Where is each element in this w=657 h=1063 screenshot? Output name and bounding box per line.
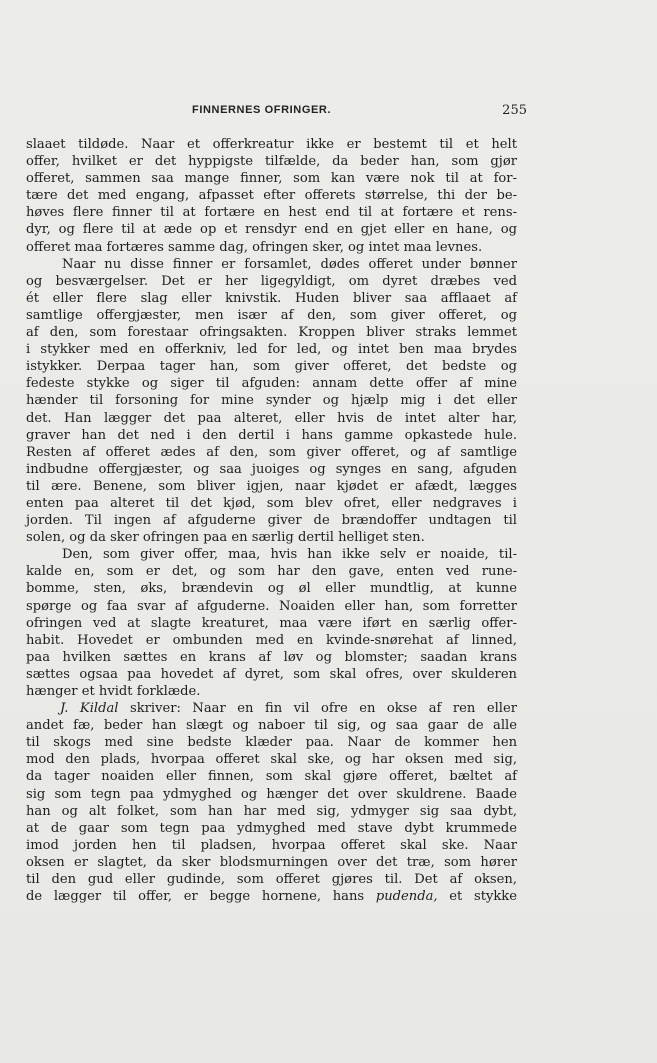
running-title: FINNERNES OFRINGER. (192, 104, 332, 116)
text-line: samtlige offergjæster, men især af den, som giver offeret, og (26, 307, 517, 323)
text-line: habit. Hovedet er ombunden med en kvinde-snørehat af linned, (26, 632, 517, 648)
text-line: hænger et hvidt forklæde. (26, 684, 201, 699)
text-line: bomme, sten, øks, brændevin og øl eller mundtlig, at kunne (26, 581, 517, 597)
text-line: tære det med engang, afpasset efter offerets størrelse, thi der be- (26, 188, 517, 204)
text-line (26, 888, 517, 905)
text-line: sig som tegn paa ydmyghed og hænger det over skuldrene. Baade (26, 786, 517, 802)
text-line-remainder: skriver: Naar en fin vil ofre en okse af ren eller (129, 701, 517, 717)
text-line: Resten af offeret ædes af den, som giver offeret, og af samtlige (26, 444, 517, 460)
text-line: oksen er slagtet, da sker blodsmurningen over det træ, som hører (26, 854, 517, 870)
page-number: 255 (502, 103, 527, 118)
text-line: han og alt folket, som han har med sig, ydmyger sig saa dybt, (26, 803, 517, 819)
text-line: imod jorden hen til pladsen, hvorpaa offeret skal ske. Naar (26, 837, 517, 853)
text-line: sættes ogsaa paa hovedet af dyret, som skal ofres, over skulderen (26, 666, 517, 682)
text-line: offeret, sammen saa mange finner, som kan være nok til at for- (26, 171, 517, 187)
text-line: af den, som forestaar ofringsakten. Kroppen bliver straks lemmet (26, 325, 517, 341)
text-line: graver han det ned i den dertil i hans gamme opkastede hule. (26, 427, 517, 443)
text-line: ét eller flere slag eller knivstik. Huden bliver saa afflaaet af (26, 290, 517, 306)
text-line: det. Han lægger det paa alteret, eller hvis de intet alter har, (26, 410, 517, 426)
text-line: andet fæ, beder han slægt og naboer til sig, og saa gaar de alle (26, 718, 517, 734)
text-line: hænder til forsoning for mine synder og hjælp mig i det eller (26, 393, 517, 409)
text-line: offer, hvilket er det hyppigste tilfælde, da beder han, som gjør (26, 154, 517, 170)
text-line: jorden. Til ingen af afguderne giver de brændoffer undtagen til (26, 513, 517, 529)
text-line: Den, som giver offer, maa, hvis han ikke selv er noaide, til- (62, 547, 517, 563)
text-line: dyr, og flere til at æde op et rensdyr end en gjet eller en hane, og (26, 222, 517, 238)
text-line: enten paa alteret til det kjød, som blev ofret, eller nedgraves i (26, 495, 517, 511)
text-line: høves flere finner til at fortære en hest end til at fortære et rens- (26, 205, 517, 221)
text-line: istykker. Derpaa tager han, som giver offeret, det bedste og (26, 359, 517, 375)
text-line: spørge og faa svar af afguderne. Noaiden eller han, som forretter (26, 598, 517, 614)
text-line: offeret maa fortæres samme dag, ofringen sker, og intet maa levnes. (26, 239, 483, 255)
text-line: paa hvilken sættes en krans af løv og blomster; saadan krans (26, 649, 517, 665)
text-line-start: de lægger til offer, er begge hornene, hans (26, 889, 365, 905)
text-line-end: et stykke (449, 889, 517, 905)
text-line: slaaet tildøde. Naar et offerkreatur ikke er bestemt til et helt (26, 137, 517, 152)
text-line: Naar nu disse finner er forsamlet, dødes offeret under bønner (62, 256, 517, 272)
text-line: og besværgelser. Det er her ligegyldigt, om dyret dræbes ved (26, 273, 517, 289)
text-line: at de gaar som tegn paa ydmyghed med stave dybt krummede (26, 820, 517, 836)
text-line: til den gud eller gudinde, som offeret gjøres til. Det af oksen, (26, 872, 517, 888)
text-line: fedeste stykke og siger til afguden: annam dette offer af mine (26, 376, 517, 392)
text-line: ofringen ved at slagte kreaturet, maa være iført en særlig offer- (26, 615, 517, 631)
text-line: i stykker med en offerkniv, led for led, og intet ben maa brydes (26, 342, 517, 358)
text-line: solen, og da sker ofringen paa en særlig dertil helliget sten. (26, 530, 425, 546)
text-line: da tager noaiden eller finnen, som skal gjøre offeret, bæltet af (26, 769, 517, 785)
text-line: mod den plads, hvorpaa offeret skal ske, og har oksen med sig, (26, 752, 517, 768)
text-line: kalde en, som er det, og som har den gave, enten ved rune- (26, 564, 517, 580)
text-line: til ære. Benene, som bliver igjen, naar kjødet er afædt, lægges (26, 478, 517, 494)
author-name: J. Kildal (60, 701, 119, 717)
text-line (26, 700, 517, 717)
body-text (26, 136, 517, 905)
italic-word: pudenda, (375, 889, 438, 905)
text-line: indbudne offergjæster, og saa juoiges og synges en sang, afguden (26, 461, 517, 477)
text-line: til skogs med sine bedste klæder paa. Naar de kommer hen (26, 735, 517, 751)
page-header (28, 103, 527, 120)
